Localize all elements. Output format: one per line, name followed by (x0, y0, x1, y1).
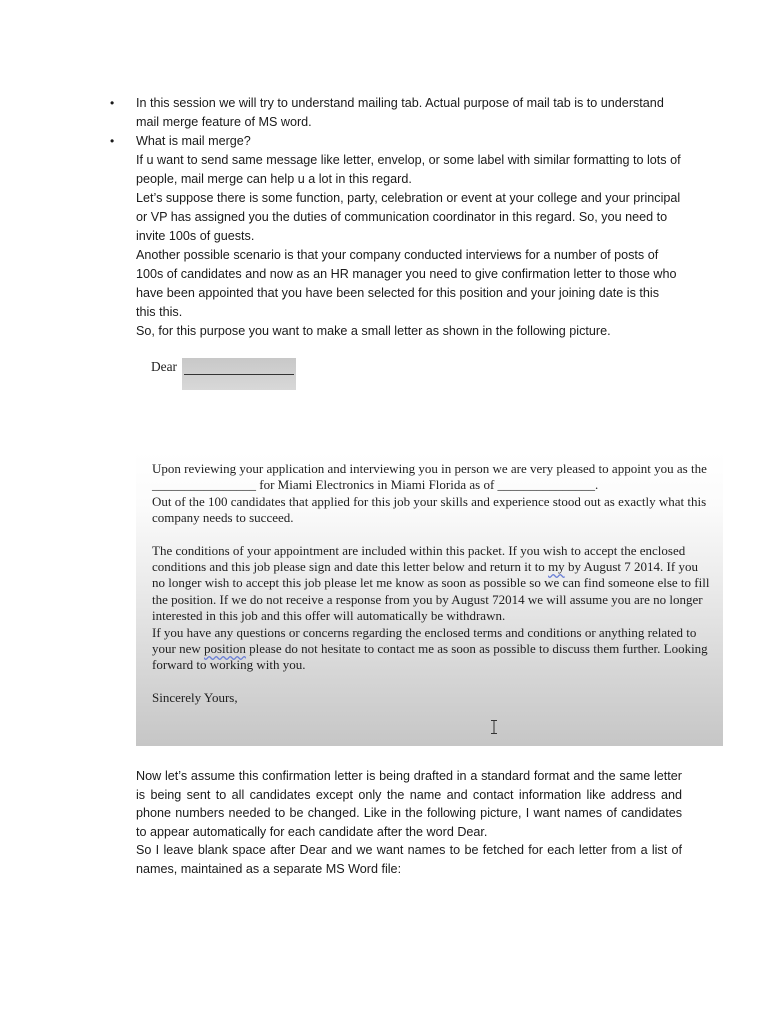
paragraph: Let’s suppose there is some function, party, celebration or event at your college and your principal or VP has assigned you the duties of communication coordinator in this regard. So, you need to invite 100s of guests. (136, 191, 681, 243)
spellcheck-word: my (548, 559, 565, 575)
dear-label: Dear (151, 359, 178, 374)
letter-text: The conditions of your appointment are included within this packet. If you wish to accept the enclosed conditions and this job please sign and date this letter below and return it to (152, 542, 686, 575)
paragraph: So, for this purpose you want to make a small letter as shown in the following picture. (136, 324, 611, 338)
letter-salutation-image (136, 352, 301, 394)
name-merge-field (182, 358, 296, 390)
letter-closing: Sincerely Yours, (152, 689, 238, 705)
bullet-list (112, 94, 682, 341)
bullet-body (136, 132, 682, 341)
letter-body-image (136, 452, 723, 746)
blank-line (184, 374, 294, 375)
bullet-item-what-is-mail-merge (112, 132, 682, 341)
letter-text: please do not hesitate to contact me as soon as possible to discuss them further. Looking forward to working with you. (152, 641, 708, 673)
letter-paragraph (152, 625, 711, 674)
bullet-icon: • (110, 96, 115, 110)
bullet-item-mailing-tab (112, 94, 682, 132)
paragraph: If u want to send same message like letter, envelop, or some label with similar formatting to lots of people, mail merge can help u a lot in this regard. (136, 153, 681, 186)
bullet-title: What is mail merge? (136, 134, 251, 148)
bullet-icon: • (110, 134, 115, 148)
letter-text: If you have any questions or concerns regarding the enclosed terms and conditions or anything related to your new (152, 624, 697, 657)
spellcheck-word: position (204, 641, 246, 657)
letter-paragraph: Out of the 100 candidates that applied for this job your skills and experience stood out as exactly what this company needs to succeed. (152, 493, 707, 526)
bullet-text: In this session we will try to understand mailing tab. Actual purpose of mail tab is to understand mail merge feature of MS word. (136, 96, 664, 129)
text-cursor-icon (490, 720, 498, 734)
paragraph: Now let’s assume this confirmation letter is being drafted in a standard format and the same letter is being sent to all candidates except only the name and contact information like address and phone numbers needed to be changed. Like in the following picture, I want names of candidates to appear automatically for each candidate after the word Dear. (136, 769, 682, 839)
letter-paragraph (152, 543, 711, 625)
letter-paragraph: Upon reviewing your application and interviewing you in person we are very pleased to appoint you as the ________________ for Miami Electronics in Miami Florida as of _______________. (152, 461, 707, 493)
follow-up-text (136, 767, 682, 879)
paragraph: So I leave blank space after Dear and we want names to be fetched for each letter from a list of names, maintained as a separate MS Word file: (136, 843, 682, 876)
paragraph: Another possible scenario is that your company conducted interviews for a number of posts of 100s of candidates and now as an HR manager you need to give confirmation letter to those who have been appointed that you have been selected for this position and your joining date is this this this. (136, 248, 677, 319)
letter-text: by August 7 2014. If you no longer wish to accept this job please let me know as soon as possible so we can find someone else to fill the position. If we do not receive a response from you by August 72014 we will assume you are no longer interested in this job and this offer will automatically be withdrawn. (152, 559, 710, 624)
